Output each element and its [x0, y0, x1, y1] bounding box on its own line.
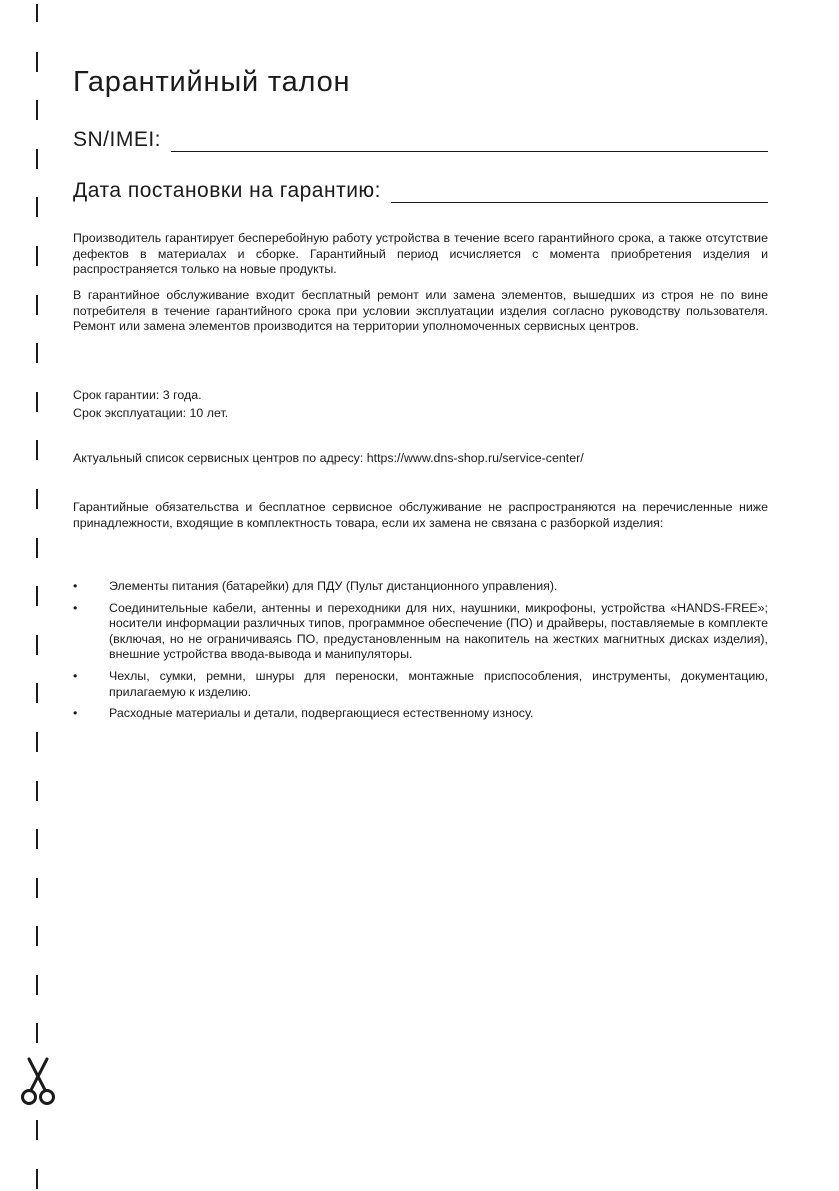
exclusions-intro: Гарантийные обязательства и бесплатное сервисное обслуживание не распространяются на перечисленные ниже принадлежности, входящие в комплектность товара, если их замена не связана с разборкой изделия:	[73, 500, 768, 530]
warranty-date-blank-line[interactable]	[391, 182, 768, 203]
page-title: Гарантийный талон	[73, 66, 351, 98]
list-item	[73, 579, 768, 595]
list-item-text: Соединительные кабели, антенны и переходники для них, наушники, микрофоны, устройства «HANDS-FREE»; носители информации различных типов, программное обеспечение (ПО) и драйверы, поставляемые в комплекте (включая, но не ограничиваясь ПО, предустановленным на накопитель на жестких магнитных дисках изделия), внешние устройства ввода-вывода и манипуляторы.	[109, 600, 768, 662]
cut-line	[34, 0, 40, 1191]
service-centers-text: Актуальный список сервисных центров по адресу: https://www.dns-shop.ru/service-center/	[73, 451, 584, 465]
sn-imei-field[interactable]	[73, 128, 768, 152]
bullet-icon: •	[73, 706, 78, 721]
list-item	[73, 601, 768, 663]
scissors-icon	[20, 1056, 56, 1106]
list-item-text: Расходные материалы и детали, подвергающиеся естественному износу.	[109, 706, 534, 721]
sn-imei-blank-line[interactable]	[171, 131, 768, 152]
sn-imei-label: SN/IMEI:	[73, 128, 162, 151]
list-item	[73, 669, 768, 700]
list-item-text: Элементы питания (батарейки) для ПДУ (Пульт дистанционного управления).	[109, 579, 558, 593]
list-item-text: Чехлы, сумки, ремни, шнуры для переноски, монтажные приспособления, инструменты, документацию, прилагаемую к изделию.	[109, 668, 768, 699]
list-item	[73, 706, 768, 722]
warranty-guarantee-paragraph: Производитель гарантирует бесперебойную работу устройства в течение всего гарантийного срока, а также отсутствие дефектов в материалах и сборке. Гарантийный период исчисляется с момента приобретения изделия и распространяется только на новые продукты.	[73, 231, 768, 277]
bullet-icon: •	[73, 668, 78, 683]
warranty-term: Срок гарантии: 3 года.	[73, 388, 202, 402]
warranty-date-field[interactable]	[73, 179, 768, 203]
bullet-icon: •	[73, 600, 78, 615]
warranty-date-label: Дата постановки на гарантию:	[73, 179, 382, 202]
warranty-service-paragraph: В гарантийное обслуживание входит бесплатный ремонт или замена элементов, вышедших из строя не по вине потребителя в течение гарантийного срока при условии эксплуатации изделия согласно руководству пользователя. Ремонт или замена элементов производится на территории уполномоченных сервисных центров.	[73, 288, 768, 334]
service-life: Срок эксплуатации: 10 лет.	[73, 406, 229, 420]
bullet-icon: •	[73, 579, 78, 593]
exclusions-list	[73, 579, 768, 728]
